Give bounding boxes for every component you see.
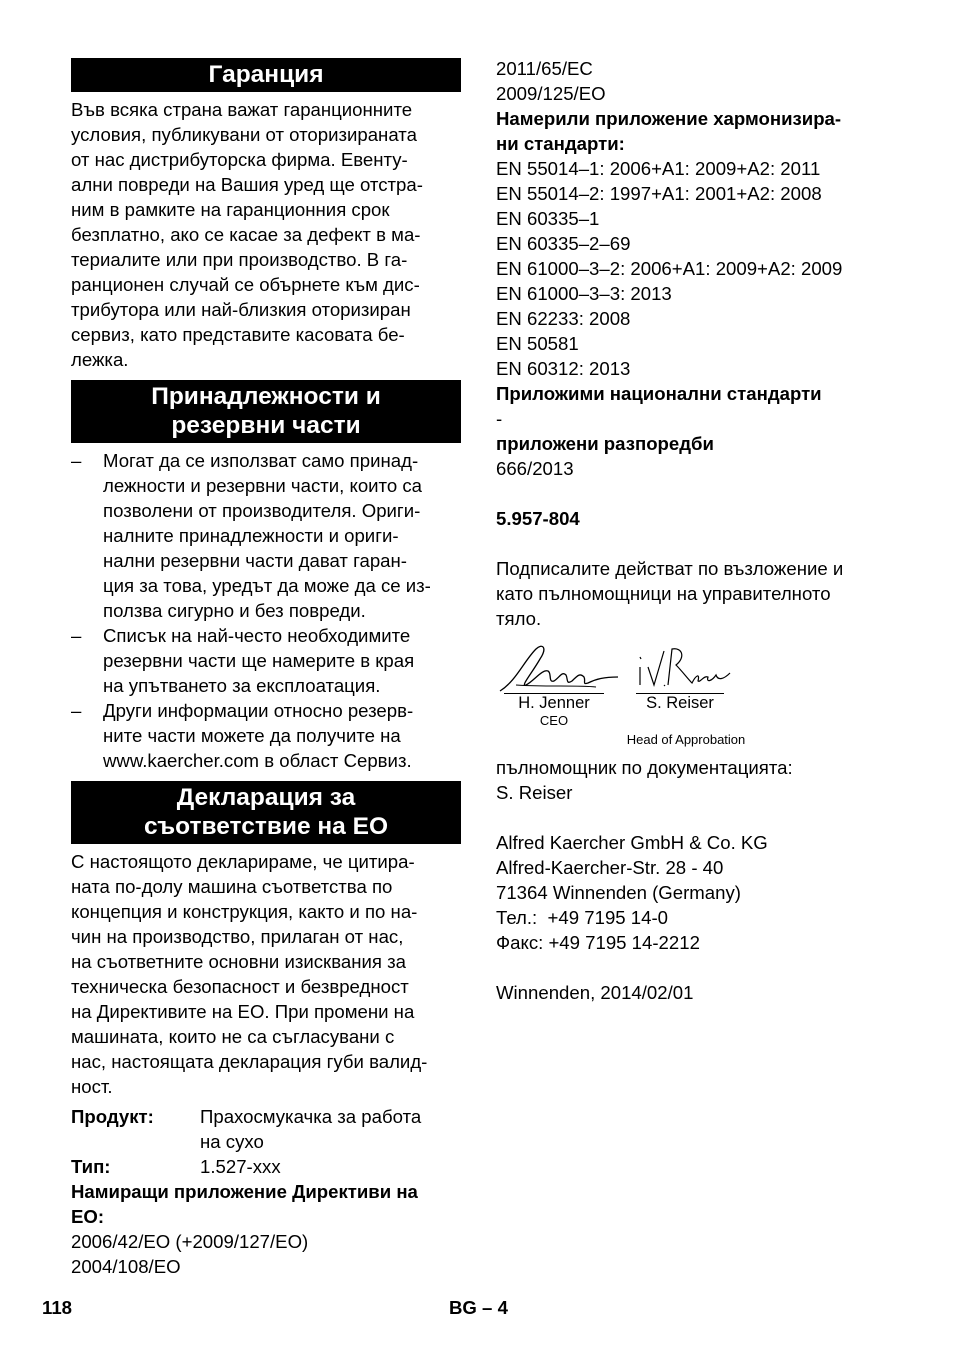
text-line: ните части можете да получите на <box>103 725 401 746</box>
signature-jenner <box>496 641 626 696</box>
text-line: Подписалите действат по възложение и <box>496 558 844 579</box>
signer-role: CEO <box>539 713 569 728</box>
text-line: www.kaercher.com в област Сервиз. <box>103 750 412 771</box>
warranty-text <box>71 97 461 372</box>
directives-heading <box>71 1179 461 1229</box>
standards-list <box>496 156 896 381</box>
directive-item: 2009/125/EO <box>496 83 606 104</box>
text-line: налните принадлежности и ориги- <box>103 525 399 546</box>
list-item <box>71 698 461 773</box>
text-line: лежности и резервни части, които са <box>103 475 422 496</box>
text-line: на сухо <box>200 1131 264 1152</box>
text-line: на Директивите на ЕО. При промени на <box>71 1001 415 1022</box>
left-column <box>71 56 461 1279</box>
warranty-heading: Гаранция <box>71 58 461 92</box>
text-line: нас, настоящата декларация губи валид- <box>71 1051 428 1072</box>
list-item <box>71 623 461 698</box>
text-line: концепция и конструкция, както и по на- <box>71 901 418 922</box>
text-line: Намиращи приложение Директиви на <box>71 1181 418 1202</box>
heading-line: Принадлежности и <box>151 383 381 410</box>
dash-bullet: – <box>71 450 82 471</box>
text-line: позволени от производителя. Ориги- <box>103 500 421 521</box>
standard-item: EN 55014–2: 1997+A1: 2001+A2: 2008 <box>496 183 822 204</box>
text-line: нални резервни части дават гаран- <box>103 550 407 571</box>
text-line: сервиз, като представите касовата бе- <box>71 324 405 345</box>
text-line: Факс: +49 7195 14-2212 <box>496 932 700 953</box>
type-row <box>71 1154 461 1179</box>
text-line: С настоящото декларираме, че цитира- <box>71 851 415 872</box>
heading-line: съответствие на ЕО <box>143 813 389 840</box>
declaration-heading <box>71 781 461 844</box>
text-line: Прахосмукачка за работа <box>200 1106 422 1127</box>
type-label: Тип: <box>71 1156 111 1177</box>
text-line: тяло. <box>496 608 542 629</box>
directive-item: 2004/108/EO <box>71 1256 181 1277</box>
signer-name: S. Reiser <box>646 694 714 712</box>
text-line: от нас дистрибуторска фирма. Евенту- <box>71 149 408 170</box>
place-date: Winnenden, 2014/02/01 <box>496 982 694 1003</box>
page-number: 118 <box>42 1297 72 1318</box>
signer-jenner <box>504 693 604 730</box>
product-row <box>71 1104 461 1154</box>
text-line: ност. <box>71 1076 113 1097</box>
standard-item: EN 50581 <box>496 333 579 354</box>
text-line: Тел.: +49 7195 14-0 <box>496 907 669 928</box>
text-line: ция за това, уредът да може да се из- <box>103 575 431 596</box>
product-value <box>200 1104 461 1154</box>
signer-role: Head of Approbation <box>626 732 746 747</box>
dash-bullet: – <box>71 625 82 646</box>
text-line: на съответните основни изисквания за <box>71 951 406 972</box>
national-standards-heading: Приложими национални стандарти <box>496 383 822 404</box>
text-line: Списък на най-често необходимите <box>103 625 411 646</box>
signatories-text <box>496 556 896 631</box>
text-line: лежка. <box>71 349 129 370</box>
regulations-value: 666/2013 <box>496 458 574 479</box>
heading-line: Декларация за <box>176 784 356 811</box>
part-number: 5.957-804 <box>496 508 580 529</box>
text-line: Alfred-Kaercher-Str. 28 - 40 <box>496 857 724 878</box>
text-line: ползва сигурно и без повреди. <box>103 600 366 621</box>
directive-item: 2006/42/EO (+2009/127/EO) <box>71 1231 309 1252</box>
text-line: условия, публикувани от оторизираната <box>71 124 417 145</box>
text-line: на упътването за експлоатация. <box>103 675 381 696</box>
type-value: 1.527-xxx <box>200 1156 281 1177</box>
section-label: BG – 4 <box>449 1297 508 1318</box>
text-line: машината, които не са съгласувани с <box>71 1026 395 1047</box>
national-standards-value: - <box>496 408 503 429</box>
text-line: като пълномощници на управителното <box>496 583 831 604</box>
standard-item: EN 62233: 2008 <box>496 308 631 329</box>
signature-reiser <box>634 645 734 693</box>
text-line: ни стандарти: <box>496 133 625 154</box>
standard-item: EN 61000–3–2: 2006+A1: 2009+A2: 2009 <box>496 258 843 279</box>
dash-bullet: – <box>71 700 82 721</box>
text-line: териалите или при производство. В га- <box>71 249 408 270</box>
text-line: безплатно, ако се касае за дефект в ма- <box>71 224 421 245</box>
harmonized-standards-heading <box>496 106 896 156</box>
regulations-heading: приложени разпоредби <box>496 433 714 454</box>
doc-agent-label: пълномощник по документацията: <box>496 757 793 778</box>
text-line: ЕО: <box>71 1206 105 1227</box>
directive-item: 2011/65/EC <box>496 58 593 79</box>
standard-item: EN 55014–1: 2006+A1: 2009+A2: 2011 <box>496 158 821 179</box>
list-item <box>71 448 461 623</box>
standard-item: EN 61000–3–3: 2013 <box>496 283 672 304</box>
signer-reiser <box>636 693 724 712</box>
text-line: чин на производство, прилаган от нас, <box>71 926 404 947</box>
text-line: ални повреди на Вашия уред ще отстра- <box>71 174 423 195</box>
text-line: Намерили приложение хармонизира- <box>496 108 842 129</box>
signer-name: H. Jenner <box>518 694 590 712</box>
text-line: ним в рамките на гаранционния срок <box>71 199 390 220</box>
accessories-list <box>71 448 461 773</box>
product-label: Продукт: <box>71 1106 154 1127</box>
heading-line: резервни части <box>171 412 361 439</box>
standard-item: EN 60312: 2013 <box>496 358 631 379</box>
text-line: резервни части ще намерите в края <box>103 650 415 671</box>
text-line: Във всяка страна важат гаранционните <box>71 99 413 120</box>
doc-agent-name: S. Reiser <box>496 782 573 803</box>
text-line: Могат да се използват само принад- <box>103 450 419 471</box>
company-address <box>496 830 896 955</box>
accessories-heading <box>71 380 461 443</box>
text-line: 71364 Winnenden (Germany) <box>496 882 741 903</box>
declaration-text <box>71 849 461 1099</box>
text-line: техническа безопасност и безвредност <box>71 976 409 997</box>
text-line: ната по-долу машина съответства по <box>71 876 393 897</box>
right-column <box>496 56 896 1005</box>
text-line: Други информации относно резерв- <box>103 700 414 721</box>
signer-reiser-role <box>616 731 756 749</box>
signatures-block <box>496 631 896 747</box>
standard-item: EN 60335–2–69 <box>496 233 631 254</box>
text-line: трибутора или най-близкия оторизиран <box>71 299 411 320</box>
text-line: ранционен случай се обърнете към дис- <box>71 274 420 295</box>
standard-item: EN 60335–1 <box>496 208 600 229</box>
text-line: Alfred Kaercher GmbH & Co. KG <box>496 832 768 853</box>
